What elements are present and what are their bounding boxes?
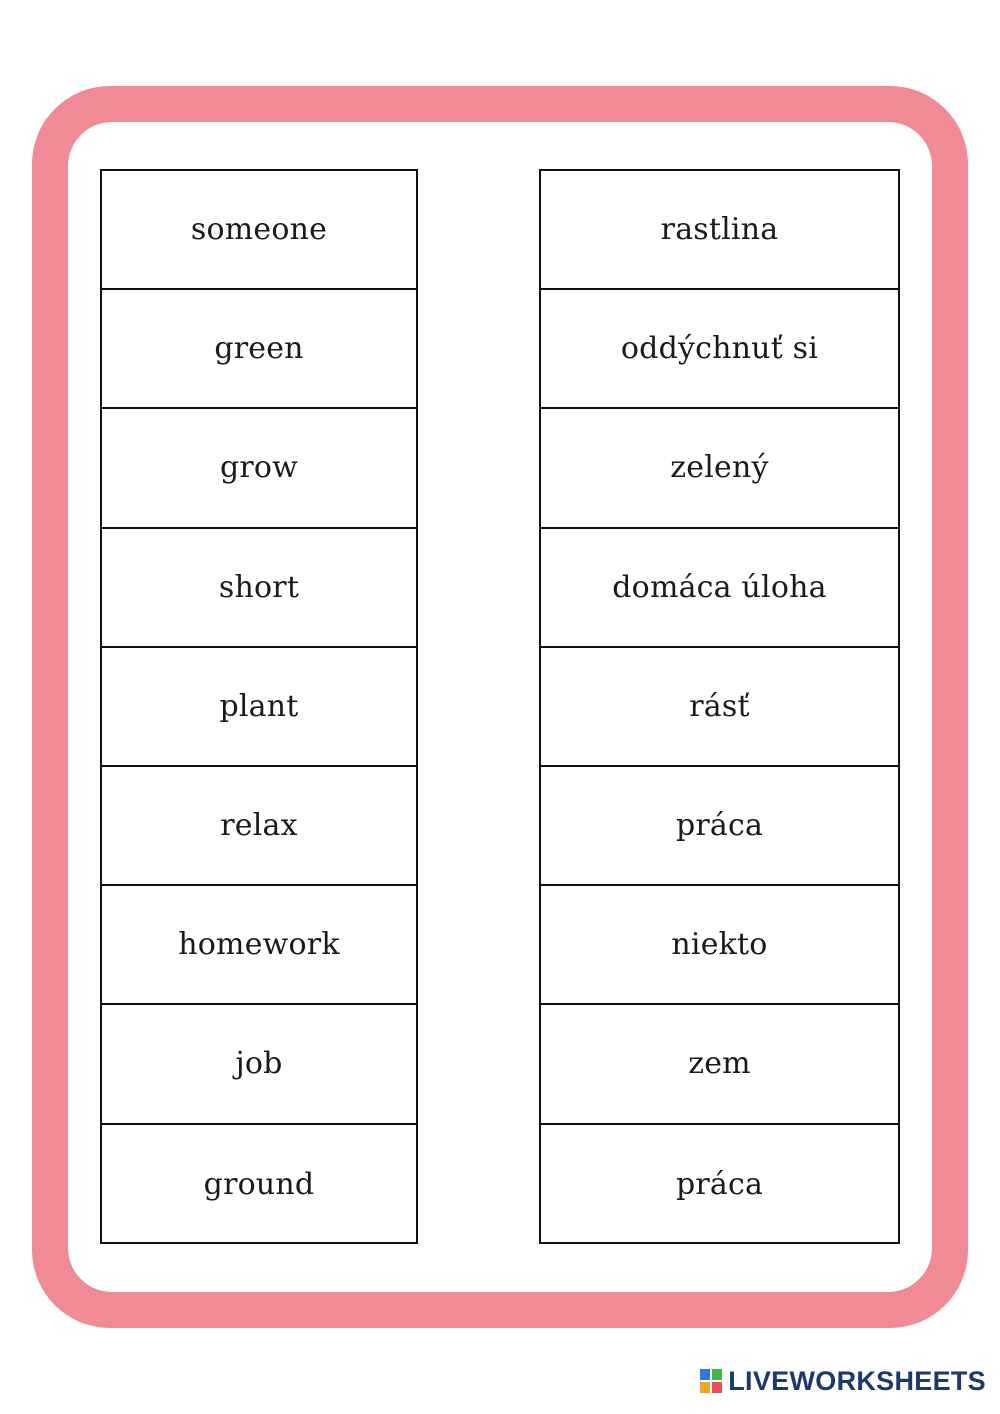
english-word-cell[interactable]: short xyxy=(102,529,416,648)
english-word-cell[interactable]: grow xyxy=(102,409,416,528)
liveworksheets-wordmark: LIVEWORKSHEETS xyxy=(728,1365,986,1396)
slovak-word-cell[interactable]: oddýchnuť si xyxy=(541,290,898,409)
slovak-word-cell[interactable]: domáca úloha xyxy=(541,529,898,648)
logo-square-orange xyxy=(700,1382,710,1393)
english-word-cell[interactable]: homework xyxy=(102,886,416,1005)
slovak-word-cell[interactable]: práca xyxy=(541,767,898,886)
english-word-cell[interactable]: ground xyxy=(203,1166,315,1202)
english-word-cell[interactable]: someone xyxy=(102,171,416,290)
slovak-word-cell[interactable]: zelený xyxy=(541,409,898,528)
english-word-cell[interactable]: plant xyxy=(102,648,416,767)
liveworksheets-logo-icon xyxy=(700,1369,722,1393)
english-word-cell[interactable]: job xyxy=(102,1005,416,1124)
slovak-word-column xyxy=(539,169,900,1244)
slovak-word-cell[interactable]: niekto xyxy=(541,886,898,1005)
logo-square-red xyxy=(712,1382,722,1393)
english-word-column xyxy=(100,169,418,1244)
slovak-word-cell[interactable]: rastlina xyxy=(541,171,898,290)
slovak-word-cell[interactable]: práca xyxy=(675,1166,764,1202)
slovak-word-cell[interactable]: rásť xyxy=(541,648,898,767)
english-word-cell[interactable]: green xyxy=(102,290,416,409)
english-word-cell[interactable]: relax xyxy=(102,767,416,886)
logo-square-green xyxy=(712,1369,722,1380)
logo-square-blue xyxy=(700,1369,710,1380)
liveworksheets-brand xyxy=(700,1365,986,1396)
slovak-word-cell[interactable]: zem xyxy=(541,1005,898,1124)
